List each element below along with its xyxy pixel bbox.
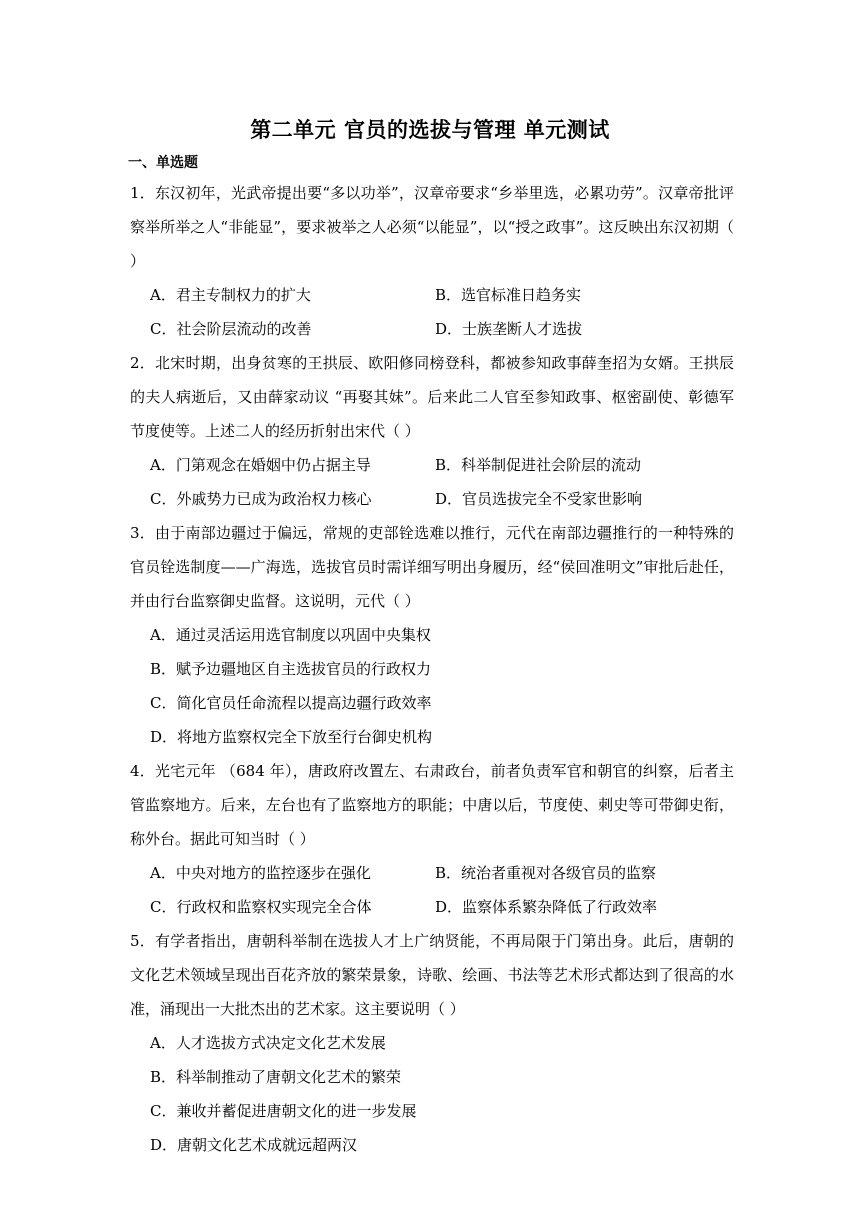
section-heading: 一、单选题 [128,155,198,171]
page-title: 第二单元 官员的选拔与管理 单元测试 [250,117,610,142]
question-1 [130,176,734,346]
option-d: D．监察体系繁杂降低了行政效率 [435,898,658,916]
option-b: B．赋予边疆地区自主选拔官员的行政权力 [150,660,432,678]
question-stem: 1．东汉初年，光武帝提出要“多以功举”，汉章帝要求“乡举里选，必累功劳”。汉章帝批评察举所举之人“非能显”，要求被举之人必须“以能显”，以“授之政事”。这反映出东汉初期（ ） [130,184,734,270]
option-c: C．行政权和监察权实现完全合体 [150,898,372,916]
option-c: C．社会阶层流动的改善 [150,320,312,338]
option-d: D．官员选拔完全不受家世影响 [435,490,643,508]
option-a: A．人才选拔方式决定文化艺术发展 [150,1034,386,1052]
question-stem: 5．有学者指出，唐朝科举制在选拔人才上广纳贤能，不再局限于门第出身。此后，唐朝的文化艺术领域呈现出百花齐放的繁荣景象，诗歌、绘画、书法等艺术形式都达到了很高的水准，涌现出一大批杰出的艺术家。这主要说明（ ） [130,932,734,1018]
option-c: C．兼收并蓄促进唐朝文化的进一步发展 [150,1102,417,1120]
option-d: D．唐朝文化艺术成就远超两汉 [150,1136,358,1154]
option-a: A．君主专制权力的扩大 [150,286,311,304]
option-b: B．选官标准日趋务实 [435,286,582,304]
option-d: D．士族垄断人才选拔 [435,320,583,338]
question-stem: 3．由于南部边疆过于偏远，常规的吏部铨选难以推行，元代在南部边疆推行的一种特殊的官员铨选制度——广海选，选拔官员时需详细写明出身履历，经“侯回准明文”审批后赴任，并由行台监察御史监督。这说明，元代（ ） [130,524,734,610]
option-b: B．科举制推动了唐朝文化艺术的繁荣 [150,1068,402,1086]
option-a: A．门第观念在婚姻中仍占据主导 [150,456,371,474]
option-c: C．外戚势力已成为政治权力核心 [150,490,372,508]
option-a: A．中央对地方的监控逐步在强化 [150,864,371,882]
question-2 [130,346,734,516]
option-b: B．统治者重视对各级官员的监察 [435,864,657,882]
option-b: B．科举制促进社会阶层的流动 [435,456,642,474]
question-stem: 4．光宅元年 （684 年），唐政府改置左、右肃政台，前者负责军官和朝官的纠察，后者主管监察地方。后来，左台也有了监察地方的职能；中唐以后，节度使、刺史等可带御史衔，称外台。据此可知当时（ ） [130,762,734,848]
option-c: C．简化官员任命流程以提高边疆行政效率 [150,694,432,712]
question-stem: 2．北宋时期，出身贫寒的王拱辰、欧阳修同榜登科，都被参知政事薛奎招为女婿。王拱辰的夫人病逝后，又由薛家动议 “再娶其妹”。后来此二人官至参知政事、枢密副使、彰德军节度使等。上述二人的经历折射出宋代（ ） [130,354,734,440]
option-d: D．将地方监察权完全下放至行台御史机构 [150,728,433,746]
option-a: A．通过灵活运用选官制度以巩固中央集权 [150,626,431,644]
question-5 [130,924,734,1162]
question-4 [130,754,734,924]
question-list [130,176,734,1162]
question-3 [130,516,734,754]
